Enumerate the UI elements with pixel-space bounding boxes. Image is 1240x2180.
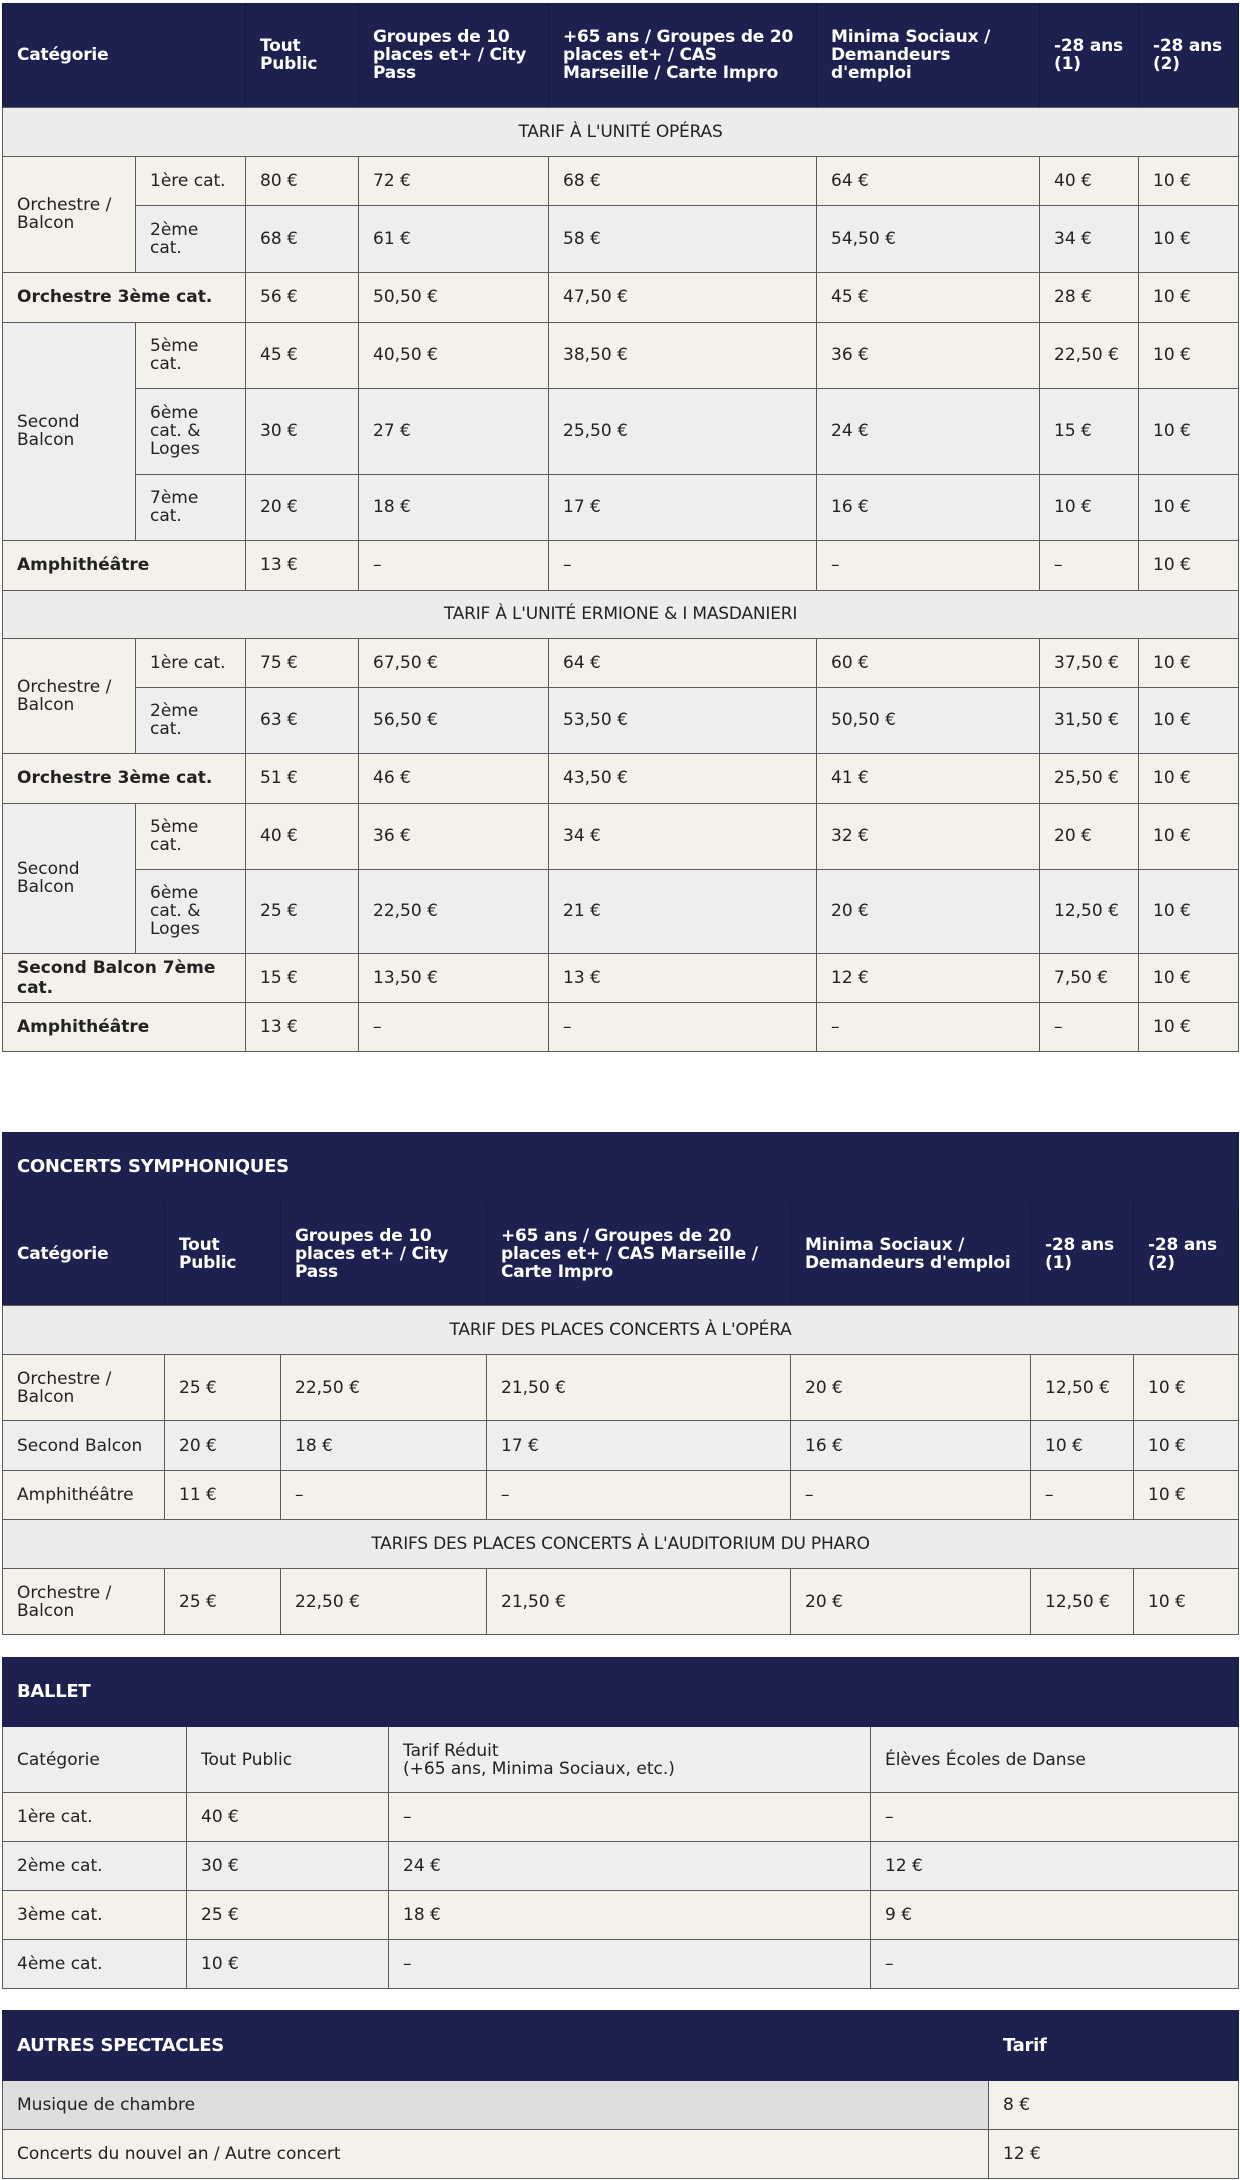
price-cell: 41 €: [817, 753, 1040, 803]
price-cell: 40 €: [246, 803, 359, 869]
price-cell: 10 €: [1031, 1421, 1134, 1471]
price-cell: 30 €: [246, 388, 359, 474]
price-cell: 45 €: [817, 272, 1040, 322]
header-moins-28-2: -28 ans (2): [1139, 3, 1239, 107]
section-tarif-ermione: TARIF À L'UNITÉ ERMIONE & I MASDANIERI: [3, 590, 1239, 638]
price-cell: 38,50 €: [549, 322, 817, 388]
row-label: Orchestre 3ème cat.: [3, 753, 246, 803]
price-cell: 20 €: [791, 1569, 1031, 1635]
subcat-label: 7ème cat.: [136, 474, 246, 540]
row-label: 4ème cat.: [3, 1940, 187, 1989]
price-cell: 10 €: [1139, 388, 1239, 474]
price-cell: 20 €: [246, 474, 359, 540]
ballet-header-tarif-reduit: [389, 1727, 871, 1793]
concerts-price-table: [2, 1132, 1239, 1635]
subcat-label: 1ère cat.: [136, 638, 246, 687]
row-label: 1ère cat.: [3, 1793, 187, 1842]
price-cell: 22,50 €: [1040, 322, 1139, 388]
group-second-balcon: Second Balcon: [3, 322, 136, 540]
price-cell: 68 €: [549, 156, 817, 205]
group-orchestre-balcon: Orchestre / Balcon: [3, 638, 136, 753]
price-cell: 60 €: [817, 638, 1040, 687]
price-cell: 56,50 €: [359, 687, 549, 753]
price-cell: –: [1040, 1002, 1139, 1051]
header-tout-public: Tout Public: [165, 1202, 281, 1306]
row-label: Orchestre 3ème cat.: [3, 272, 246, 322]
price-cell: –: [487, 1471, 791, 1520]
price-cell: 10 €: [1134, 1355, 1239, 1421]
header-tout-public: Tout Public: [246, 3, 359, 107]
price-cell: 17 €: [487, 1421, 791, 1471]
price-cell: –: [1040, 540, 1139, 590]
price-cell: 25 €: [165, 1569, 281, 1635]
price-cell: 20 €: [165, 1421, 281, 1471]
price-cell: 72 €: [359, 156, 549, 205]
price-cell: 56 €: [246, 272, 359, 322]
price-cell: 27 €: [359, 388, 549, 474]
header-minima-sociaux: Minima Sociaux / Demandeurs d'emploi: [791, 1202, 1031, 1306]
price-cell: 18 €: [389, 1891, 871, 1940]
header-groupes-10: Groupes de 10 places et+ / City Pass: [281, 1202, 487, 1306]
price-cell: 10 €: [187, 1940, 389, 1989]
tarif-reduit-line1: Tarif Réduit: [403, 1740, 499, 1761]
price-cell: 40 €: [187, 1793, 389, 1842]
price-cell: 20 €: [791, 1355, 1031, 1421]
subcat-label: 5ème cat.: [136, 803, 246, 869]
price-cell: 10 €: [1134, 1471, 1239, 1520]
price-cell: 12,50 €: [1031, 1355, 1134, 1421]
price-cell: 31,50 €: [1040, 687, 1139, 753]
price-cell: –: [871, 1940, 1239, 1989]
header-categorie: Catégorie: [3, 3, 246, 107]
tarif-reduit-line2: (+65 ans, Minima Sociaux, etc.): [403, 1758, 675, 1779]
price-cell: 80 €: [246, 156, 359, 205]
price-cell: 24 €: [817, 388, 1040, 474]
header-moins-28-1: -28 ans (1): [1040, 3, 1139, 107]
price-cell: 12 €: [871, 1842, 1239, 1891]
price-cell: –: [549, 1002, 817, 1051]
header-minima-sociaux: Minima Sociaux / Demandeurs d'emploi: [817, 3, 1040, 107]
price-cell: 32 €: [817, 803, 1040, 869]
header-moins-28-1: -28 ans (1): [1031, 1202, 1134, 1306]
price-cell: 9 €: [871, 1891, 1239, 1940]
section-concerts-opera: TARIF DES PLACES CONCERTS À L'OPÉRA: [3, 1306, 1239, 1355]
price-cell: –: [817, 540, 1040, 590]
price-cell: 61 €: [359, 205, 549, 272]
autres-tarif-header: Tarif: [989, 2011, 1239, 2081]
price-cell: 40,50 €: [359, 322, 549, 388]
price-cell: 21 €: [549, 869, 817, 953]
row-label: Amphithéâtre: [3, 1002, 246, 1051]
price-cell: 10 €: [1134, 1421, 1239, 1471]
header-65-ans: +65 ans / Groupes de 20 places et+ / CAS Marseille / Carte Impro: [549, 3, 817, 107]
row-label: Orchestre / Balcon: [3, 1569, 165, 1635]
price-cell: 20 €: [817, 869, 1040, 953]
price-cell: 47,50 €: [549, 272, 817, 322]
row-label: Amphithéâtre: [3, 1471, 165, 1520]
row-label: Amphithéâtre: [3, 540, 246, 590]
price-cell: 45 €: [246, 322, 359, 388]
price-cell: 10 €: [1139, 953, 1239, 1002]
price-cell: 21,50 €: [487, 1355, 791, 1421]
price-cell: 10 €: [1040, 474, 1139, 540]
subcat-label: 2ème cat.: [136, 687, 246, 753]
price-cell: –: [1031, 1471, 1134, 1520]
ballet-price-table: [2, 1657, 1239, 1989]
price-cell: 10 €: [1139, 272, 1239, 322]
price-cell: 10 €: [1139, 474, 1239, 540]
price-cell: 10 €: [1139, 1002, 1239, 1051]
price-cell: 10 €: [1139, 156, 1239, 205]
price-cell: 30 €: [187, 1842, 389, 1891]
price-cell: 17 €: [549, 474, 817, 540]
price-cell: 64 €: [817, 156, 1040, 205]
price-cell: 28 €: [1040, 272, 1139, 322]
price-cell: 15 €: [1040, 388, 1139, 474]
price-cell: 10 €: [1134, 1569, 1239, 1635]
price-cell: 12 €: [989, 2130, 1239, 2179]
price-cell: 36 €: [359, 803, 549, 869]
price-cell: 16 €: [791, 1421, 1031, 1471]
header-65-ans: +65 ans / Groupes de 20 places et+ / CAS Marseille / Carte Impro: [487, 1202, 791, 1306]
price-cell: 25 €: [246, 869, 359, 953]
price-cell: 50,50 €: [359, 272, 549, 322]
price-cell: 10 €: [1139, 322, 1239, 388]
price-cell: 20 €: [1040, 803, 1139, 869]
price-cell: 10 €: [1139, 687, 1239, 753]
price-cell: 24 €: [389, 1842, 871, 1891]
section-tarif-operas: TARIF À L'UNITÉ OPÉRAS: [3, 107, 1239, 156]
price-cell: –: [359, 540, 549, 590]
price-cell: 68 €: [246, 205, 359, 272]
row-label: Second Balcon: [3, 1421, 165, 1471]
price-cell: 21,50 €: [487, 1569, 791, 1635]
price-cell: 22,50 €: [359, 869, 549, 953]
price-cell: 12 €: [817, 953, 1040, 1002]
price-cell: 51 €: [246, 753, 359, 803]
price-cell: 12,50 €: [1040, 869, 1139, 953]
subcat-label: 6ème cat. & Loges: [136, 388, 246, 474]
price-cell: 18 €: [281, 1421, 487, 1471]
price-cell: 15 €: [246, 953, 359, 1002]
price-cell: 58 €: [549, 205, 817, 272]
group-second-balcon: Second Balcon: [3, 803, 136, 953]
ballet-header-tout-public: Tout Public: [187, 1727, 389, 1793]
price-cell: –: [281, 1471, 487, 1520]
price-cell: 36 €: [817, 322, 1040, 388]
price-cell: 53,50 €: [549, 687, 817, 753]
price-cell: 46 €: [359, 753, 549, 803]
row-label: 3ème cat.: [3, 1891, 187, 1940]
autres-spectacles-table: [2, 2010, 1239, 2179]
price-cell: 64 €: [549, 638, 817, 687]
group-orchestre-balcon: Orchestre / Balcon: [3, 156, 136, 272]
price-cell: 25,50 €: [1040, 753, 1139, 803]
price-cell: 25,50 €: [549, 388, 817, 474]
price-cell: 13 €: [549, 953, 817, 1002]
price-cell: –: [359, 1002, 549, 1051]
price-cell: 63 €: [246, 687, 359, 753]
price-cell: 10 €: [1139, 869, 1239, 953]
price-cell: 18 €: [359, 474, 549, 540]
price-cell: 75 €: [246, 638, 359, 687]
price-cell: –: [549, 540, 817, 590]
price-cell: 13,50 €: [359, 953, 549, 1002]
subcat-label: 1ère cat.: [136, 156, 246, 205]
price-cell: 43,50 €: [549, 753, 817, 803]
price-cell: –: [817, 1002, 1040, 1051]
price-cell: 16 €: [817, 474, 1040, 540]
price-cell: 54,50 €: [817, 205, 1040, 272]
price-cell: –: [871, 1793, 1239, 1842]
price-cell: –: [389, 1940, 871, 1989]
price-cell: 34 €: [1040, 205, 1139, 272]
header-moins-28-2: -28 ans (2): [1134, 1202, 1239, 1306]
row-label: Concerts du nouvel an / Autre concert: [3, 2130, 989, 2179]
price-cell: –: [791, 1471, 1031, 1520]
price-cell: 34 €: [549, 803, 817, 869]
section-concerts-pharo: TARIFS DES PLACES CONCERTS À L'AUDITORIUM DU PHARO: [3, 1520, 1239, 1569]
price-cell: 25 €: [165, 1355, 281, 1421]
subcat-label: 6ème cat. & Loges: [136, 869, 246, 953]
row-label: 2ème cat.: [3, 1842, 187, 1891]
header-categorie: Catégorie: [3, 1202, 165, 1306]
price-cell: 10 €: [1139, 803, 1239, 869]
price-cell: –: [389, 1793, 871, 1842]
price-cell: 7,50 €: [1040, 953, 1139, 1002]
price-cell: 37,50 €: [1040, 638, 1139, 687]
autres-title: AUTRES SPECTACLES: [3, 2011, 989, 2081]
price-cell: 11 €: [165, 1471, 281, 1520]
opera-price-table: [2, 3, 1239, 1052]
row-label: Second Balcon 7ème cat.: [3, 953, 246, 1002]
price-cell: 50,50 €: [817, 687, 1040, 753]
subcat-label: 2ème cat.: [136, 205, 246, 272]
price-cell: 10 €: [1139, 638, 1239, 687]
price-cell: 25 €: [187, 1891, 389, 1940]
concerts-title: CONCERTS SYMPHONIQUES: [3, 1133, 1239, 1202]
price-cell: 10 €: [1139, 540, 1239, 590]
price-cell: 22,50 €: [281, 1569, 487, 1635]
header-groupes-10: Groupes de 10 places et+ / City Pass: [359, 3, 549, 107]
price-cell: 13 €: [246, 1002, 359, 1051]
price-cell: 40 €: [1040, 156, 1139, 205]
price-cell: 8 €: [989, 2081, 1239, 2130]
ballet-header-categorie: Catégorie: [3, 1727, 187, 1793]
ballet-title: BALLET: [3, 1658, 1239, 1727]
ballet-header-eleves: Élèves Écoles de Danse: [871, 1727, 1239, 1793]
price-cell: 13 €: [246, 540, 359, 590]
price-cell: 12,50 €: [1031, 1569, 1134, 1635]
subcat-label: 5ème cat.: [136, 322, 246, 388]
price-cell: 10 €: [1139, 753, 1239, 803]
price-cell: 22,50 €: [281, 1355, 487, 1421]
price-cell: 10 €: [1139, 205, 1239, 272]
row-label: Musique de chambre: [3, 2081, 989, 2130]
row-label: Orchestre / Balcon: [3, 1355, 165, 1421]
price-cell: 67,50 €: [359, 638, 549, 687]
